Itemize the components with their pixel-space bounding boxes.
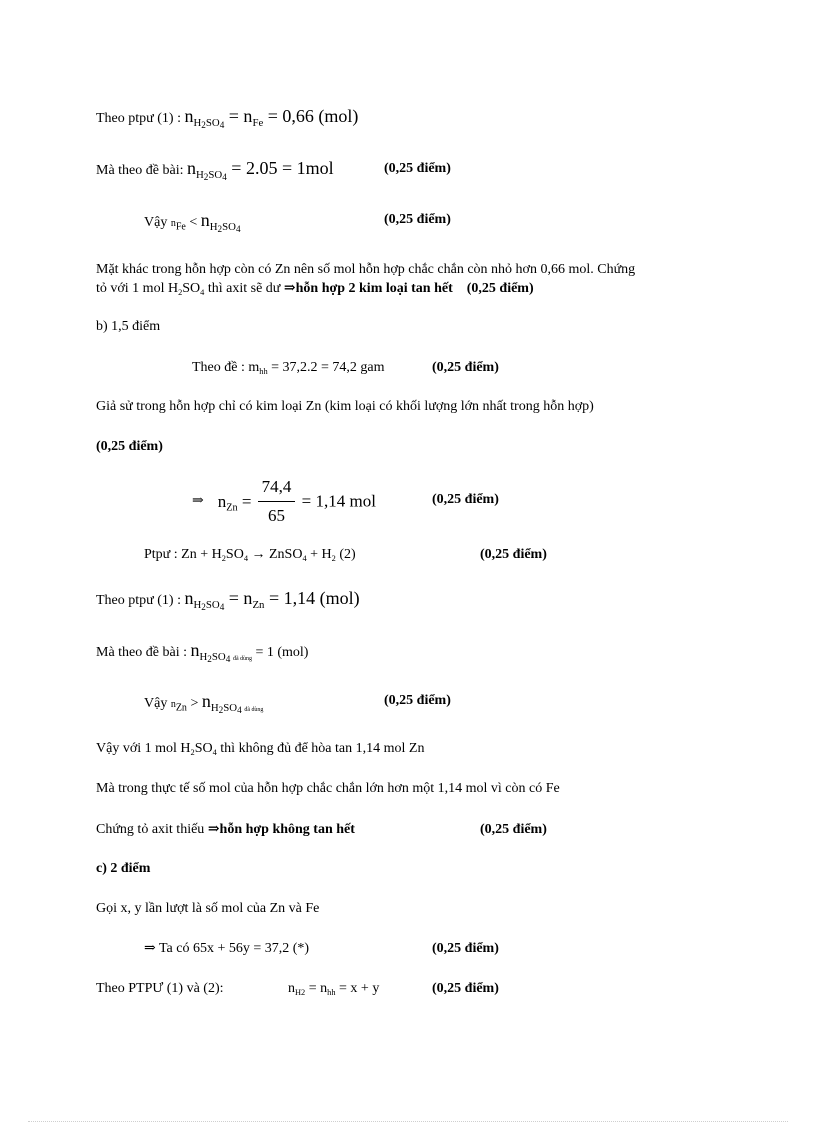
score-label: (0,25 điểm): [384, 161, 451, 176]
paragraph-line: tỏ với 1 mol $H_2SO_4$ thì axit sẽ dư ⇒hỗn hợp 2 kim loại tan hết (0,25 điểm): [96, 281, 534, 297]
line-ta-co: ⇒ Ta có 65x + 56y = 37,2 (*): [144, 941, 310, 956]
formula: $n_{H_2SO_4} = n_{Fe} = 0,66$ (mol): [184, 106, 359, 130]
formula: $n_{H2} = n_{hh} = x + y$: [288, 981, 380, 997]
score-label: (0,25 điểm): [480, 547, 547, 562]
line-nzn-fraction: ⇒ $n_{Zn}$ = $\frac{74,4}{65}$ = 1,14 mol: [192, 477, 376, 525]
line-vay-zn: Vậy $n_{Zn} > n_{H_2SO_4 đã dùng}$: [144, 691, 264, 715]
line-theo-ptpu-12: Theo PTPƯ (1) và (2):: [96, 981, 224, 996]
paragraph-line: Giả sử trong hỗn hợp chỉ có kim loại Zn (kim loại có khối lượng lớn nhất trong hỗn hợp): [96, 399, 594, 414]
score-label: (0,25 điểm): [432, 981, 499, 996]
paragraph-line: Mặt khác trong hỗn hợp còn có Zn nên số mol hỗn hợp chắc chắn còn nhỏ hơn 0,66 mol. Chứng: [96, 262, 636, 277]
text: Theo ptpư (1) :: [96, 111, 185, 126]
score-label: (0,25 điểm): [384, 212, 451, 227]
formula: $n_{H_2SO_4} = 2.05 = 1mol$: [186, 158, 334, 182]
score-label: (0,25 điểm): [480, 822, 547, 837]
fraction: $\frac{74,4}{65}$: [258, 476, 296, 527]
text: Mà theo đề bài:: [96, 163, 187, 178]
line-ptpu1-fe: [96, 107, 358, 128]
line-theo-de-bai: [96, 159, 334, 180]
paragraph-line: Mà trong thực tế số mol của hỗn hợp chắc chắn lớn hơn một 1,14 mol vì còn có Fe: [96, 781, 560, 796]
score-label: (0,25 điểm): [384, 693, 451, 708]
score-label: (0,25 điểm): [432, 492, 499, 507]
score-label: (0,25 điểm): [432, 941, 499, 956]
score-label: (0,25 điểm): [96, 439, 163, 454]
section-heading-c: c) 2 điểm: [96, 861, 151, 876]
line-ptpu1-zn: Theo ptpư (1) : $n_{H_2SO_4} = n_{Zn} = 1,14$ (mol): [96, 588, 360, 612]
line-theo-de-m: Theo đề : $m_{hh} = 37,2.2 = 74,2$ gam: [192, 360, 385, 376]
line-theo-de-bai-2: Mà theo đề bài : $n_{H_2SO_4 đã dùng} = 1$ (mol): [96, 640, 309, 664]
paragraph-line: Gọi x, y lần lượt là số mol của Zn và Fe: [96, 901, 320, 916]
score-label: (0,25 điểm): [432, 360, 499, 375]
page-bottom-divider: [28, 1121, 788, 1122]
paragraph-line: Chứng tỏ axit thiếu ⇒hỗn hợp không tan hết: [96, 822, 355, 837]
section-heading-b: b) 1,5 điểm: [96, 319, 161, 334]
score-label: (0,25 điểm): [466, 281, 534, 296]
line-ptpu-zn: Ptpư : $Zn + H_2SO_4$ → ZnSO$_4$ + $H_2$ (2): [144, 547, 356, 563]
line-vay-fe: Vậy $n_{Fe} < n_{H_2SO_4}$: [144, 210, 241, 234]
paragraph-line: Vậy với 1 mol $H_2SO_4$ thì không đủ để hòa tan 1,14 mol Zn: [96, 741, 425, 757]
